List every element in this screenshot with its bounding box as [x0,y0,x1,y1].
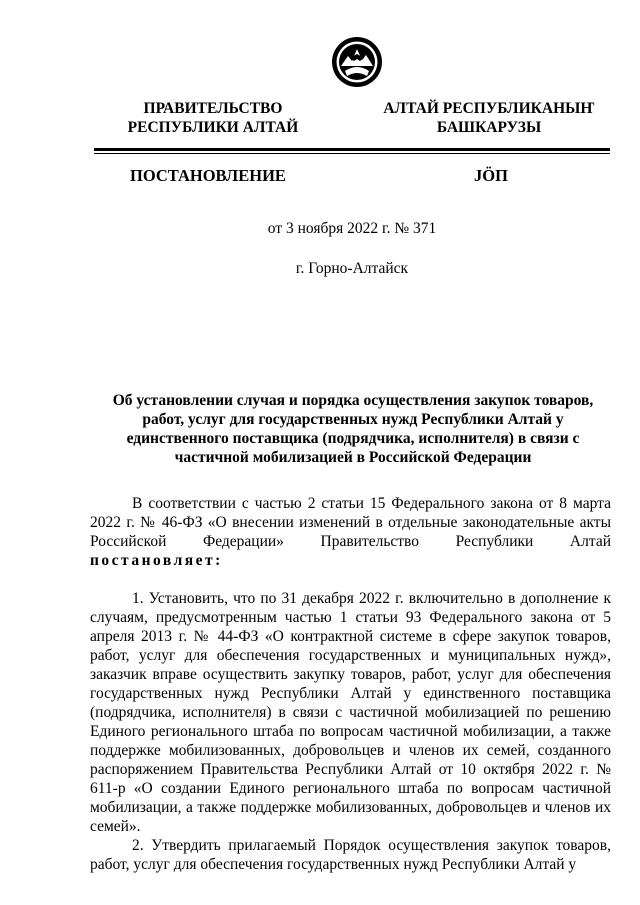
header-rule-thin [94,153,610,154]
paragraph-2: 2. Утвердить прилагаемый Порядок осуществления закупок товаров, работ, услуг для обеспечения государственных нужд Республики Алтай у [90,837,611,873]
header-left-line1: ПРАВИТЕЛЬСТВО [143,100,283,117]
header-rule-thick [94,148,610,151]
republic-altai-emblem-icon [331,36,383,88]
header-left-line2: РЕСПУБЛИКИ АЛТАЙ [127,119,299,136]
header-right [372,99,606,137]
document-body [90,494,611,874]
document-title: Об установлении случая и порядка осуществления закупок товаров, работ, услуг для государственных нужд Республики Алтай у единственного поставщика (подрядчика, исполнителя) в связи с частичной мобилизацией в Российской Федерации [112,392,594,466]
preamble-paragraph [90,494,611,570]
doc-type-russian: ПОСТАНОВЛЕНИЕ [130,166,286,185]
header-left [98,99,328,137]
document-city: г. Горно-Алтайск [295,260,409,277]
header-right-line1: АЛТАЙ РЕСПУБЛИКАНЫҤ [383,100,595,117]
preamble-text: В соответствии с частью 2 статьи 15 Федерального закона от 8 марта 2022 г. № 46-ФЗ «О внесении изменений в отдельные законодательные акты Российской Федерации» Правительство Республики Алтай [90,495,611,550]
doc-type-altai: JÖП [474,166,508,185]
header-right-line2: БАШКАРУЗЫ [436,119,542,136]
paragraph-1: 1. Установить, что по 31 декабря 2022 г. включительно в дополнение к случаям, предусмотренным частью 1 статьи 93 Федерального закона от 5 апреля 2013 г. № 44-ФЗ «О контрактной системе в сфере закупок товаров, работ, услуг для обеспечения государственных и муниципальных нужд», заказчик вправе осуществить закупку товаров, работ, услуг для обеспечения государственных нужд Республики Алтай у единственного поставщика (подрядчика, исполнителя) в связи с частичной мобилизацией по решению Единого регионального штаба по вопросам частичной мобилизации, а также поддержке мобилизованных, добровольцев и членов их семей, созданного распоряжением Правительства Республики Алтай от 10 октября 2022 г. № 611-р «О создании Единого регионального штаба по вопросам частичной мобилизации, а также поддержке мобилизованных, добровольцев и членов их семей». [90,590,611,835]
document-date-number: от 3 ноября 2022 г. № 371 [267,220,437,237]
resolves-word: постановляет: [90,552,223,569]
